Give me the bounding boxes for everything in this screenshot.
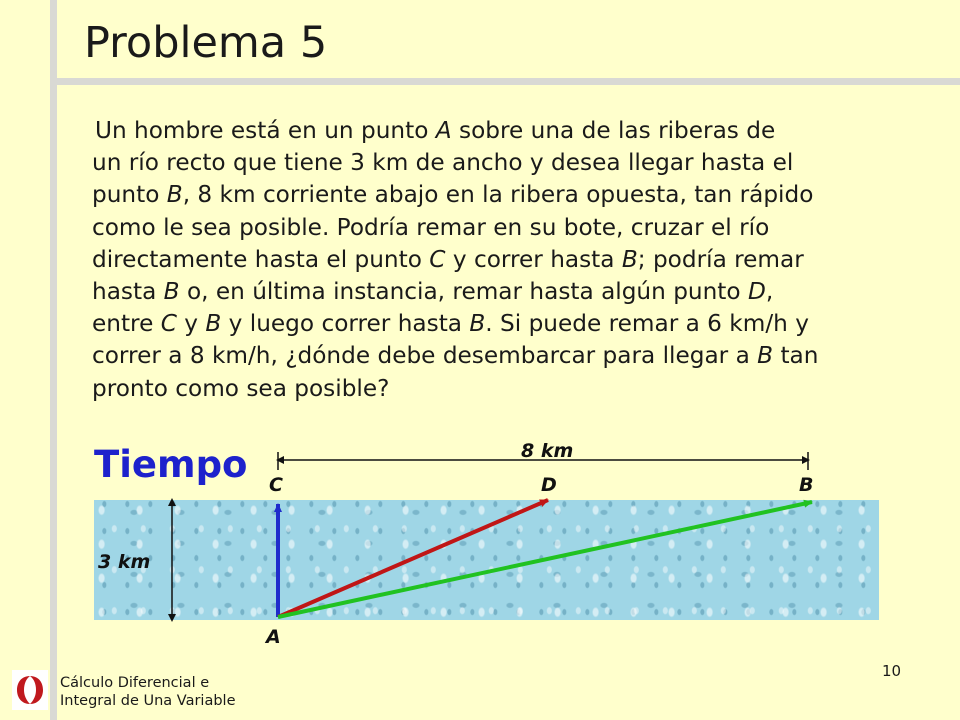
- path-a-to-d: [278, 500, 548, 617]
- point-b-label: B: [799, 474, 814, 496]
- problem-text: hasta: [92, 278, 164, 306]
- point-reference: B: [757, 342, 774, 370]
- problem-text: , 8 km corriente abajo en la ribera opuesta, tan rápido: [182, 181, 814, 209]
- page-number: 10: [882, 662, 902, 680]
- height-label: 3 km: [98, 551, 151, 573]
- problem-text: ; podría remar: [637, 245, 804, 273]
- problem-text: y correr hasta: [445, 245, 622, 273]
- course-line-1: Cálculo Diferencial e: [60, 675, 210, 691]
- point-reference: B: [205, 310, 222, 338]
- point-reference: B: [166, 181, 183, 209]
- course-name: [60, 674, 236, 710]
- problem-text: correr a 8 km/h, ¿dónde debe desembarcar para llegar a: [92, 342, 758, 370]
- point-reference: B: [469, 310, 486, 338]
- problem-text: ,: [765, 278, 774, 306]
- problem-text: pronto como sea posible?: [92, 374, 390, 402]
- point-reference: D: [747, 278, 766, 306]
- path-a-to-b: [278, 502, 812, 617]
- problem-text: Un hombre está en un punto: [95, 117, 436, 144]
- course-line-2: Integral de Una Variable: [60, 693, 236, 709]
- problem-text: . Si puede remar a 6 km/h y: [485, 310, 809, 338]
- diagram-heading: Tiempo: [94, 443, 248, 486]
- point-c-label: C: [269, 474, 283, 496]
- problem-text: y: [176, 310, 206, 338]
- problem-text: punto: [92, 181, 167, 209]
- width-label: 8 km: [521, 440, 574, 462]
- point-reference: C: [429, 245, 446, 273]
- point-a-label: A: [266, 626, 281, 648]
- problem-text: sobre una de las riberas de: [451, 117, 776, 144]
- problem-text: o, en última instancia, remar hasta algún punto: [179, 278, 748, 306]
- problem-text: como le sea posible. Podría remar en su bote, cruzar el río: [92, 213, 770, 241]
- problem-text: un río recto que tiene 3 km de ancho y desea llegar hasta el: [92, 149, 794, 177]
- problem-text: tan: [773, 342, 819, 370]
- upc-logo-icon: [12, 670, 48, 710]
- problem-text: y luego correr hasta: [221, 310, 470, 338]
- point-reference: B: [621, 245, 638, 273]
- point-reference: B: [163, 278, 180, 306]
- point-d-label: D: [541, 474, 557, 496]
- point-reference: C: [160, 310, 177, 338]
- page-title: Problema 5: [84, 18, 328, 68]
- problem-text: entre: [92, 310, 161, 338]
- problem-text: directamente hasta el punto: [92, 245, 430, 273]
- point-reference: A: [435, 117, 452, 144]
